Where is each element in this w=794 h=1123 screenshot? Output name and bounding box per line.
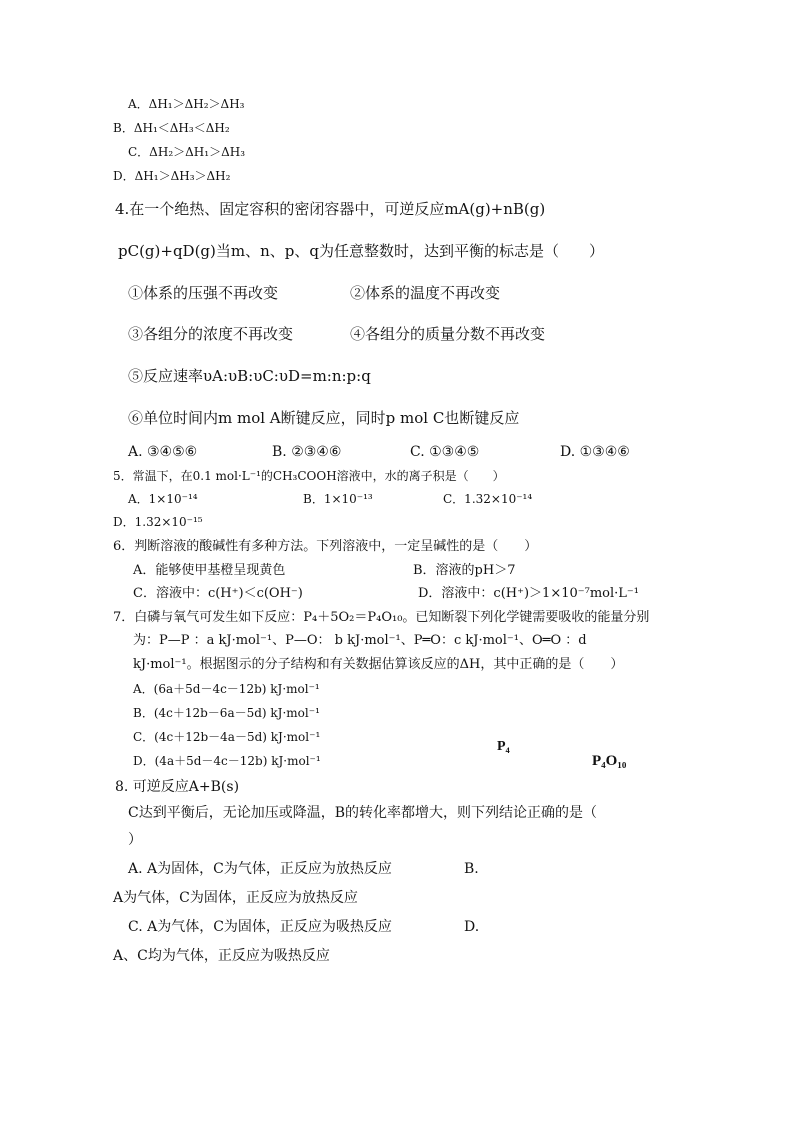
q8-option-d-label: D. bbox=[464, 919, 480, 935]
q8-option-b-text: A为气体，C为固体，正反应为放热反应 bbox=[113, 890, 358, 906]
q5-option-a: A．1×10⁻¹⁴ bbox=[128, 492, 198, 506]
q8-option-b-label: B. bbox=[464, 861, 479, 877]
q4-condition-4: ④各组分的质量分数不再改变 bbox=[350, 325, 546, 343]
q4-condition-6: ⑥单位时间内m mol A断键反应，同时p mol C也断键反应 bbox=[128, 409, 520, 427]
q8-stem-line2: C达到平衡后，无论加压或降温，B的转化率都增大，则下列结论正确的是（ bbox=[128, 805, 597, 821]
q5-option-c: C．1.32×10⁻¹⁴ bbox=[443, 492, 533, 506]
q3-option-c: C．ΔH₂＞ΔH₁＞ΔH₃ bbox=[128, 145, 246, 159]
q4-option-b: B. ②③④⑥ bbox=[272, 444, 342, 460]
q8-stem-line1: 8. 可逆反应A+B(s) bbox=[115, 779, 240, 795]
q4-condition-3: ③各组分的浓度不再改变 bbox=[128, 325, 294, 343]
q3-option-a: A．ΔH₁＞ΔH₂＞ΔH₃ bbox=[128, 97, 245, 111]
q7-stem-line3: kJ·mol⁻¹。根据图示的分子结构和有关数据估算该反应的ΔH，其中正确的是（ ） bbox=[133, 657, 624, 672]
q4-option-d: D. ①③④⑥ bbox=[560, 444, 630, 460]
q6-option-d: D．溶液中：c(H⁺)＞1×10⁻⁷mol·L⁻¹ bbox=[418, 586, 639, 601]
q5-option-d: D．1.32×10⁻¹⁵ bbox=[113, 515, 203, 529]
q6-option-c: C．溶液中：c(H⁺)＜c(OH⁻) bbox=[133, 586, 303, 601]
q4-condition-2: ②体系的温度不再改变 bbox=[350, 284, 501, 302]
q7-option-b: B．(4c＋12b－6a－5d) kJ·mol⁻¹ bbox=[133, 706, 320, 720]
q4-stem-line1: 4.在一个绝热、固定容积的密闭容器中，可逆反应mA(g)+nB(g) bbox=[115, 200, 546, 218]
q4-option-c: C. ①③④⑤ bbox=[410, 444, 480, 460]
q3-option-b: B．ΔH₁＜ΔH₃＜ΔH₂ bbox=[113, 121, 230, 135]
q6-option-b: B．溶液的pH＞7 bbox=[413, 563, 516, 578]
q4-stem-line2: pC(g)+qD(g)当m、n、p、q为任意整数时，达到平衡的标志是（ ） bbox=[118, 242, 604, 260]
figure-label-p4o10: P₄O₁₀ bbox=[592, 753, 627, 769]
q6-option-a: A．能够使甲基橙呈现黄色 bbox=[133, 563, 286, 578]
q6-stem: 6．判断溶液的酸碱性有多种方法。下列溶液中，一定呈碱性的是（ ） bbox=[113, 539, 538, 554]
q5-stem: 5．常温下，在0.1 mol·L⁻¹的CH₃COOH溶液中，水的离子积是（ ） bbox=[113, 469, 505, 483]
q4-option-a: A. ③④⑤⑥ bbox=[128, 444, 198, 460]
figure-label-p4: P₄ bbox=[497, 739, 510, 754]
q4-condition-5: ⑤反应速率υA:υB:υC:υD=m:n:p:q bbox=[128, 367, 371, 385]
q8-option-c: C. A为气体，C为固体，正反应为吸热反应 bbox=[128, 919, 392, 935]
q4-condition-1: ①体系的压强不再改变 bbox=[128, 284, 279, 302]
q7-stem-line1: 7．白磷与氧气可发生如下反应：P₄＋5O₂＝P₄O₁₀。已知断裂下列化学键需要吸收的能量分别 bbox=[113, 610, 650, 625]
q8-option-d-text: A、C均为气体，正反应为吸热反应 bbox=[113, 948, 330, 964]
q7-option-d: D．(4a＋5d－4c－12b) kJ·mol⁻¹ bbox=[133, 754, 321, 768]
q7-stem-line2: 为：P—P ：a kJ·mol⁻¹、P—O： b kJ·mol⁻¹、P═O：c kJ·mol⁻¹、O═O ：d bbox=[133, 633, 587, 648]
q7-option-c: C．(4c＋12b－4a－5d) kJ·mol⁻¹ bbox=[133, 730, 321, 744]
q3-option-d: D．ΔH₁＞ΔH₃＞ΔH₂ bbox=[113, 169, 231, 183]
q8-option-a: A. A为固体，C为气体，正反应为放热反应 bbox=[128, 861, 392, 877]
q5-option-b: B．1×10⁻¹³ bbox=[303, 492, 373, 506]
q7-option-a: A．(6a＋5d－4c－12b) kJ·mol⁻¹ bbox=[133, 682, 320, 696]
q8-stem-line3: ） bbox=[128, 832, 142, 848]
